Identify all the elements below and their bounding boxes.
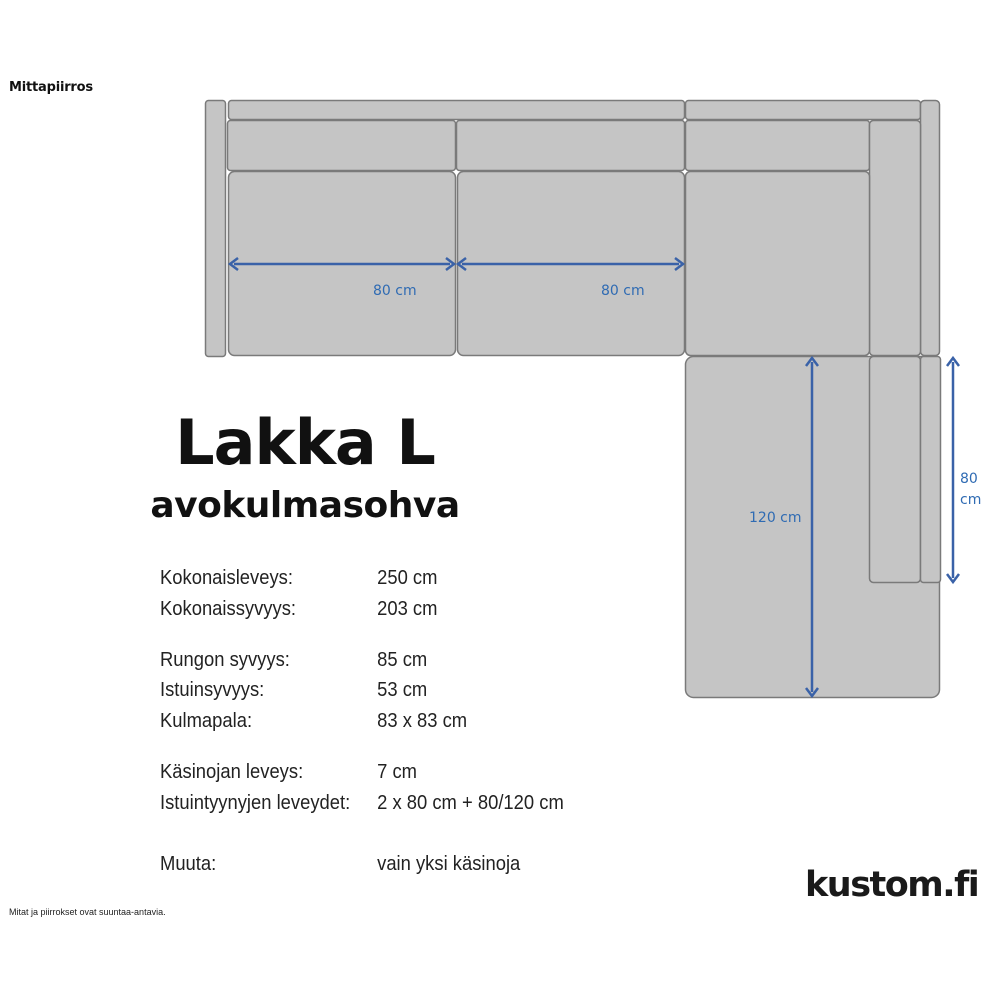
- product-type: avokulmasohva: [150, 485, 460, 526]
- spec-label: Kokonaisleveys:: [160, 567, 293, 589]
- spec-value: 203 cm: [377, 598, 438, 620]
- spec-row-seat-depth: [160, 679, 427, 702]
- disclaimer-text: Mitat ja piirrokset ovat suuntaa-antavia.: [9, 907, 166, 917]
- back-top-strip-right: [686, 101, 921, 120]
- page-title: Mittapiirros: [9, 80, 93, 95]
- spec-label: Kokonaissyvyys:: [160, 598, 297, 620]
- spec-row-total-width: [160, 567, 437, 590]
- seat1-width-label: 80 cm: [373, 283, 417, 299]
- spec-value: 53 cm: [377, 679, 428, 701]
- left-armrest: [206, 101, 226, 357]
- back-top-strip-left: [229, 101, 685, 120]
- spec-label: Istuinsyvyys:: [160, 679, 265, 701]
- dimension-armrest-side: [947, 358, 981, 582]
- chaise-length-label: 120 cm: [749, 510, 802, 526]
- back-cushion-corner-side: [870, 121, 921, 356]
- side-length-label-line1: 80: [960, 471, 978, 487]
- right-frame-strip: [921, 101, 940, 356]
- spec-row-other: [160, 853, 520, 876]
- seat2-width-label: 80 cm: [601, 283, 645, 299]
- spec-label: Muuta:: [160, 853, 217, 875]
- corner-seat-cushion: [686, 172, 870, 356]
- chaise-back-cushion: [870, 357, 921, 583]
- spec-value: vain yksi käsinoja: [377, 853, 521, 875]
- spec-row-frame-depth: [160, 649, 427, 672]
- spec-label: Rungon syvyys:: [160, 649, 290, 671]
- spec-row-corner-piece: [160, 710, 467, 733]
- spec-row-total-depth: [160, 598, 437, 621]
- spec-value: 83 x 83 cm: [377, 710, 468, 732]
- back-cushion-1: [228, 121, 456, 171]
- side-length-label-line2: cm: [960, 492, 982, 508]
- chaise-side-strip: [921, 357, 941, 583]
- brand-logo: kustom.fi: [805, 865, 979, 905]
- spec-value: 250 cm: [377, 567, 438, 589]
- spec-label: Kulmapala:: [160, 710, 253, 732]
- spec-value: 7 cm: [377, 761, 417, 783]
- back-cushion-corner: [686, 121, 870, 171]
- spec-label: Käsinojan leveys:: [160, 761, 304, 783]
- back-cushion-2: [457, 121, 685, 171]
- spec-value: 2 x 80 cm + 80/120 cm: [377, 792, 564, 814]
- spec-row-cushion-widths: [160, 792, 564, 815]
- product-name: Lakka L: [175, 406, 435, 479]
- spec-value: 85 cm: [377, 649, 428, 671]
- spec-label: Istuintyynyjen leveydet:: [160, 792, 351, 814]
- spec-row-armrest-width: [160, 761, 417, 784]
